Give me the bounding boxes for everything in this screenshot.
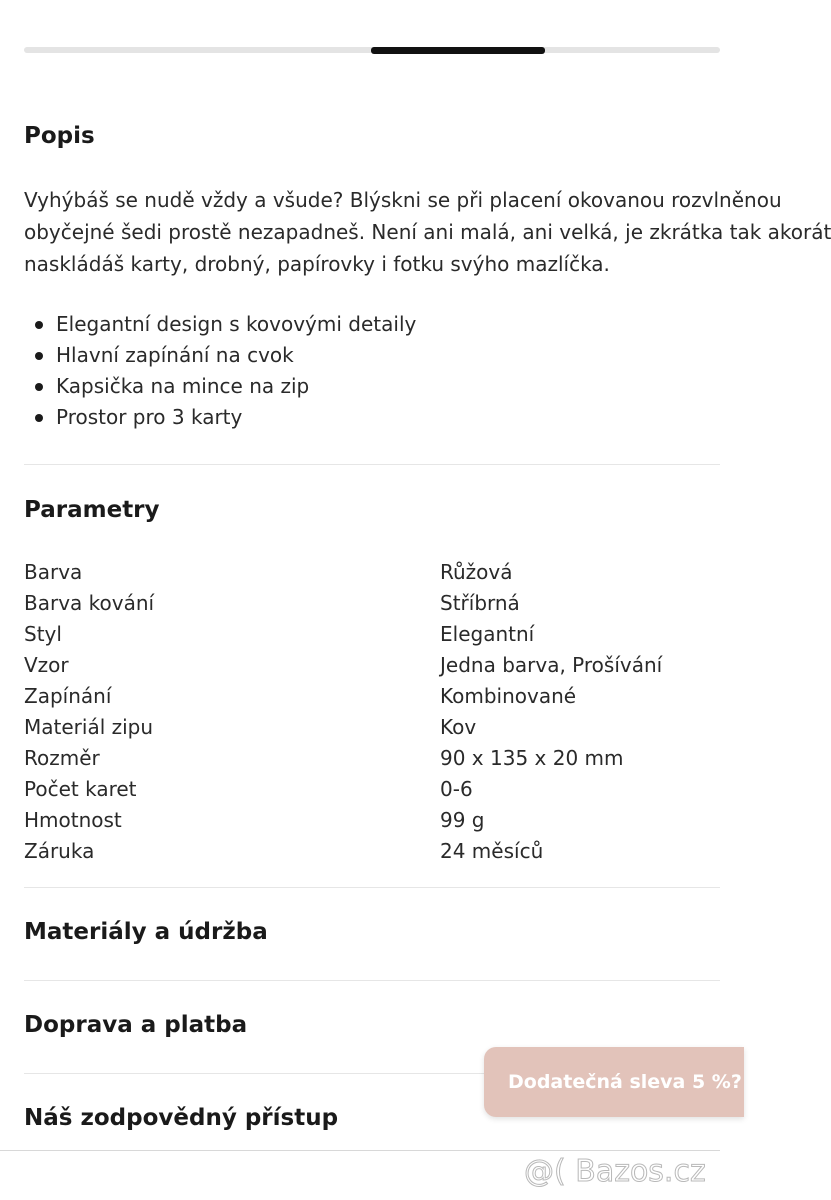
bullet-icon — [35, 352, 43, 360]
carousel-scroll-thumb[interactable] — [371, 47, 545, 54]
parameter-row — [24, 805, 720, 836]
feature-item — [24, 371, 416, 402]
parameters-title: Parametry — [24, 497, 160, 523]
parameter-row — [24, 681, 720, 712]
parameter-name: Barva — [24, 560, 83, 584]
discount-promo-label: Dodatečná sleva 5 %? — [508, 1071, 742, 1093]
parameter-row — [24, 588, 720, 619]
parameter-name: Barva kování — [24, 591, 155, 615]
parameter-value: Jedna barva, Prošívání — [440, 653, 663, 677]
parameter-row — [24, 743, 720, 774]
parameter-row — [24, 774, 720, 805]
parameter-row — [24, 836, 720, 867]
bullet-icon — [35, 383, 43, 391]
description-line: obyčejné šedi prostě nezapadneš. Není ani malá, ani velká, je zkrátka tak akorát — [24, 220, 831, 244]
discount-promo-button[interactable] — [484, 1047, 744, 1117]
parameter-value: 24 měsíců — [440, 839, 544, 863]
feature-list — [24, 309, 416, 433]
parameter-name: Vzor — [24, 653, 69, 677]
parameter-name: Zapínání — [24, 684, 112, 708]
description-title: Popis — [24, 123, 95, 149]
parameter-value: Kov — [440, 715, 477, 739]
parameter-name: Záruka — [24, 839, 95, 863]
parameter-row — [24, 557, 720, 588]
parameter-value: Elegantní — [440, 622, 535, 646]
accordion-shipping[interactable]: Doprava a platba — [24, 1012, 248, 1038]
bullet-icon — [35, 414, 43, 422]
parameter-value: Stříbrná — [440, 591, 520, 615]
feature-item — [24, 309, 416, 340]
bazos-watermark: @( Bazos.cz — [524, 1154, 706, 1189]
parameter-value: Růžová — [440, 560, 513, 584]
feature-item — [24, 402, 416, 433]
section-divider — [24, 980, 720, 981]
section-divider — [24, 464, 720, 465]
description-text — [24, 184, 831, 280]
feature-label: Kapsička na mince na zip — [56, 374, 310, 398]
parameter-name: Rozměr — [24, 746, 100, 770]
section-divider — [24, 887, 720, 888]
parameters-table — [24, 557, 720, 867]
parameter-value: 99 g — [440, 808, 485, 832]
accordion-materials[interactable]: Materiály a údržba — [24, 919, 268, 945]
description-line: naskládáš karty, drobný, papírovky i fotku svýho mazlíčka. — [24, 252, 610, 276]
parameter-row — [24, 650, 720, 681]
feature-item — [24, 340, 416, 371]
parameter-value: Kombinované — [440, 684, 577, 708]
parameter-name: Hmotnost — [24, 808, 122, 832]
feature-label: Prostor pro 3 karty — [56, 405, 243, 429]
feature-label: Elegantní design s kovovými detaily — [56, 312, 417, 336]
parameter-row — [24, 619, 720, 650]
parameter-name: Styl — [24, 622, 62, 646]
parameter-row — [24, 712, 720, 743]
description-line: Vyhýbáš se nudě vždy a všude? Blýskni se při placení okovanou rozvlněnou — [24, 188, 782, 212]
parameter-name: Materiál zipu — [24, 715, 154, 739]
bullet-icon — [35, 321, 43, 329]
parameter-value: 0-6 — [440, 777, 473, 801]
accordion-responsible[interactable]: Náš zodpovědný přístup — [24, 1105, 339, 1131]
parameter-name: Počet karet — [24, 777, 137, 801]
feature-label: Hlavní zapínání na cvok — [56, 343, 294, 367]
parameter-value: 90 x 135 x 20 mm — [440, 746, 624, 770]
